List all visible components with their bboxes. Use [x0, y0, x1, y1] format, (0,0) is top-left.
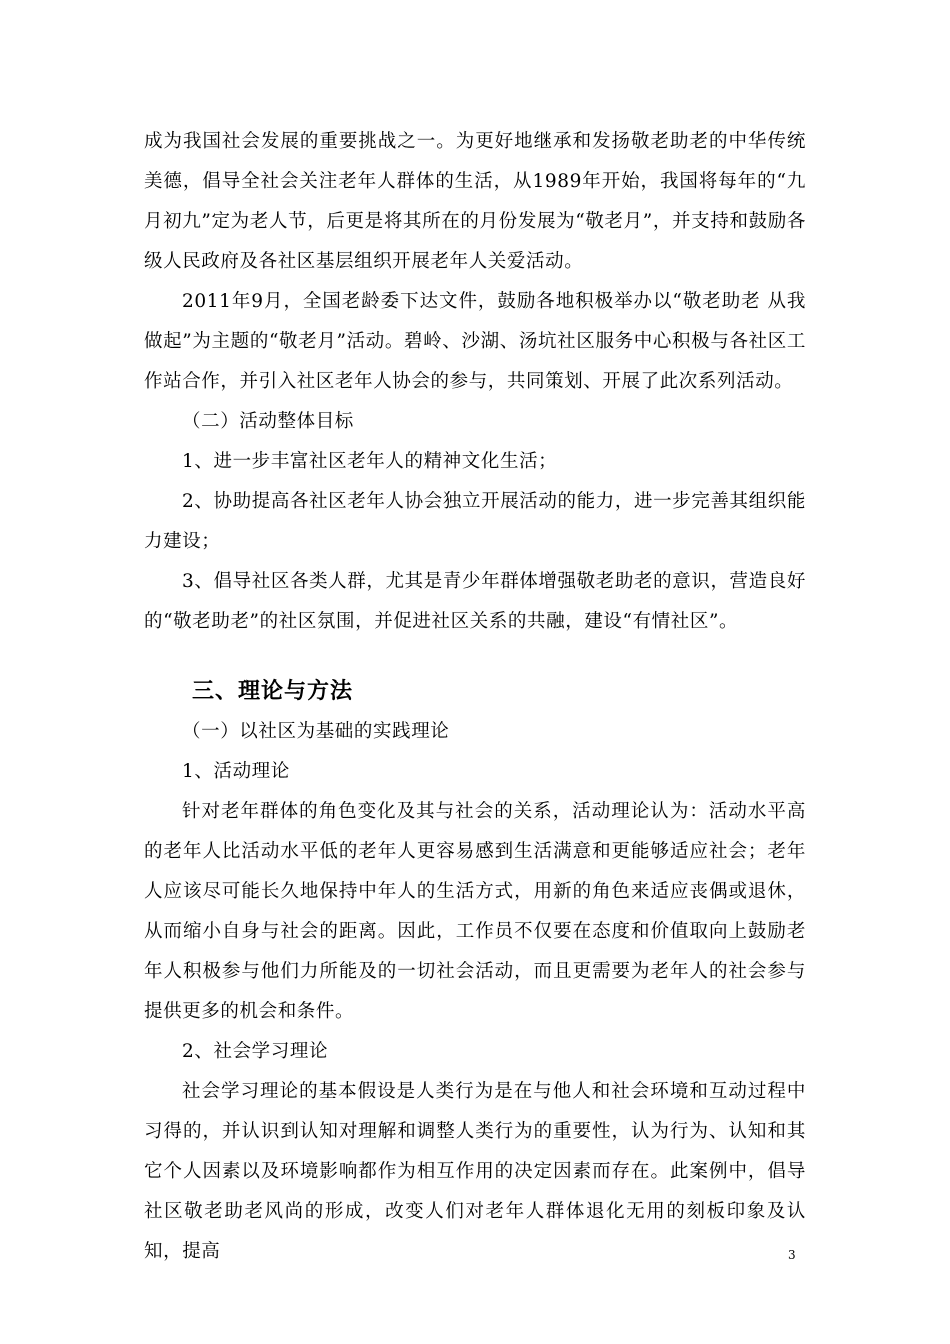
- paragraph-social-learning-theory: 社会学习理论的基本假设是人类行为是在与他人和社会环境和互动过程中习得的，并认识到认知对理解和调整人类行为的重要性，认为行为、认知和其它个人因素以及环境影响都作为相互作用的决定因素而存在。此案例中，倡导社区敬老助老风尚的形成，改变人们对老年人群体退化无用的刻板印象及认知，提高: [144, 1081, 806, 1262]
- section-heading-theory-methods: 三、理论与方法: [192, 679, 354, 704]
- heading-activity-theory: 1、活动理论: [182, 761, 290, 782]
- heading-social-learning-theory: 2、社会学习理论: [182, 1041, 329, 1062]
- page-number: 3: [788, 1248, 796, 1262]
- heading-community-practice-theory: （一）以社区为基础的实践理论: [182, 721, 450, 742]
- paragraph-activity-theory: 针对老年群体的角色变化及其与社会的关系，活动理论认为：活动水平高的老年人比活动水平低的老年人更容易感到生活满意和更能够适应社会；老年人应该尽可能长久地保持中年人的生活方式，用新的角色来适应丧偶或退休，从而缩小自身与社会的距离。因此，工作员不仅要在态度和价值取向上鼓励老年人积极参与他们力所能及的一切社会活动，而且更需要为老年人的社会参与提供更多的机会和条件。: [144, 801, 806, 1022]
- page-content: [144, 122, 806, 1272]
- goal-item-2: 2、协助提高各社区老年人协会独立开展活动的能力，进一步完善其组织能力建设；: [144, 491, 806, 552]
- heading-activity-goals: （二）活动整体目标: [182, 411, 354, 432]
- paragraph-2011-event: 2011年9月，全国老龄委下达文件，鼓励各地积极举办以“敬老助老 从我做起”为主题的“敬老月”活动。碧岭、沙湖、汤坑社区服务中心积极与各社区工作站合作，并引入社区老年人协会的参与，共同策划、开展了此次系列活动。: [144, 291, 806, 392]
- goal-item-3: 3、倡导社区各类人群，尤其是青少年群体增强敬老助老的意识，营造良好的“敬老助老”的社区氛围，并促进社区关系的共融，建设“有情社区”。: [144, 571, 806, 632]
- paragraph-background: 成为我国社会发展的重要挑战之一。为更好地继承和发扬敬老助老的中华传统美德，倡导全社会关注老年人群体的生活，从1989年开始，我国将每年的“九月初九”定为老人节，后更是将其所在的月份发展为“敬老月”，并支持和鼓励各级人民政府及各社区基层组织开展老年人关爱活动。: [144, 131, 806, 272]
- goal-item-1: 1、进一步丰富社区老年人的精神文化生活；: [182, 451, 558, 472]
